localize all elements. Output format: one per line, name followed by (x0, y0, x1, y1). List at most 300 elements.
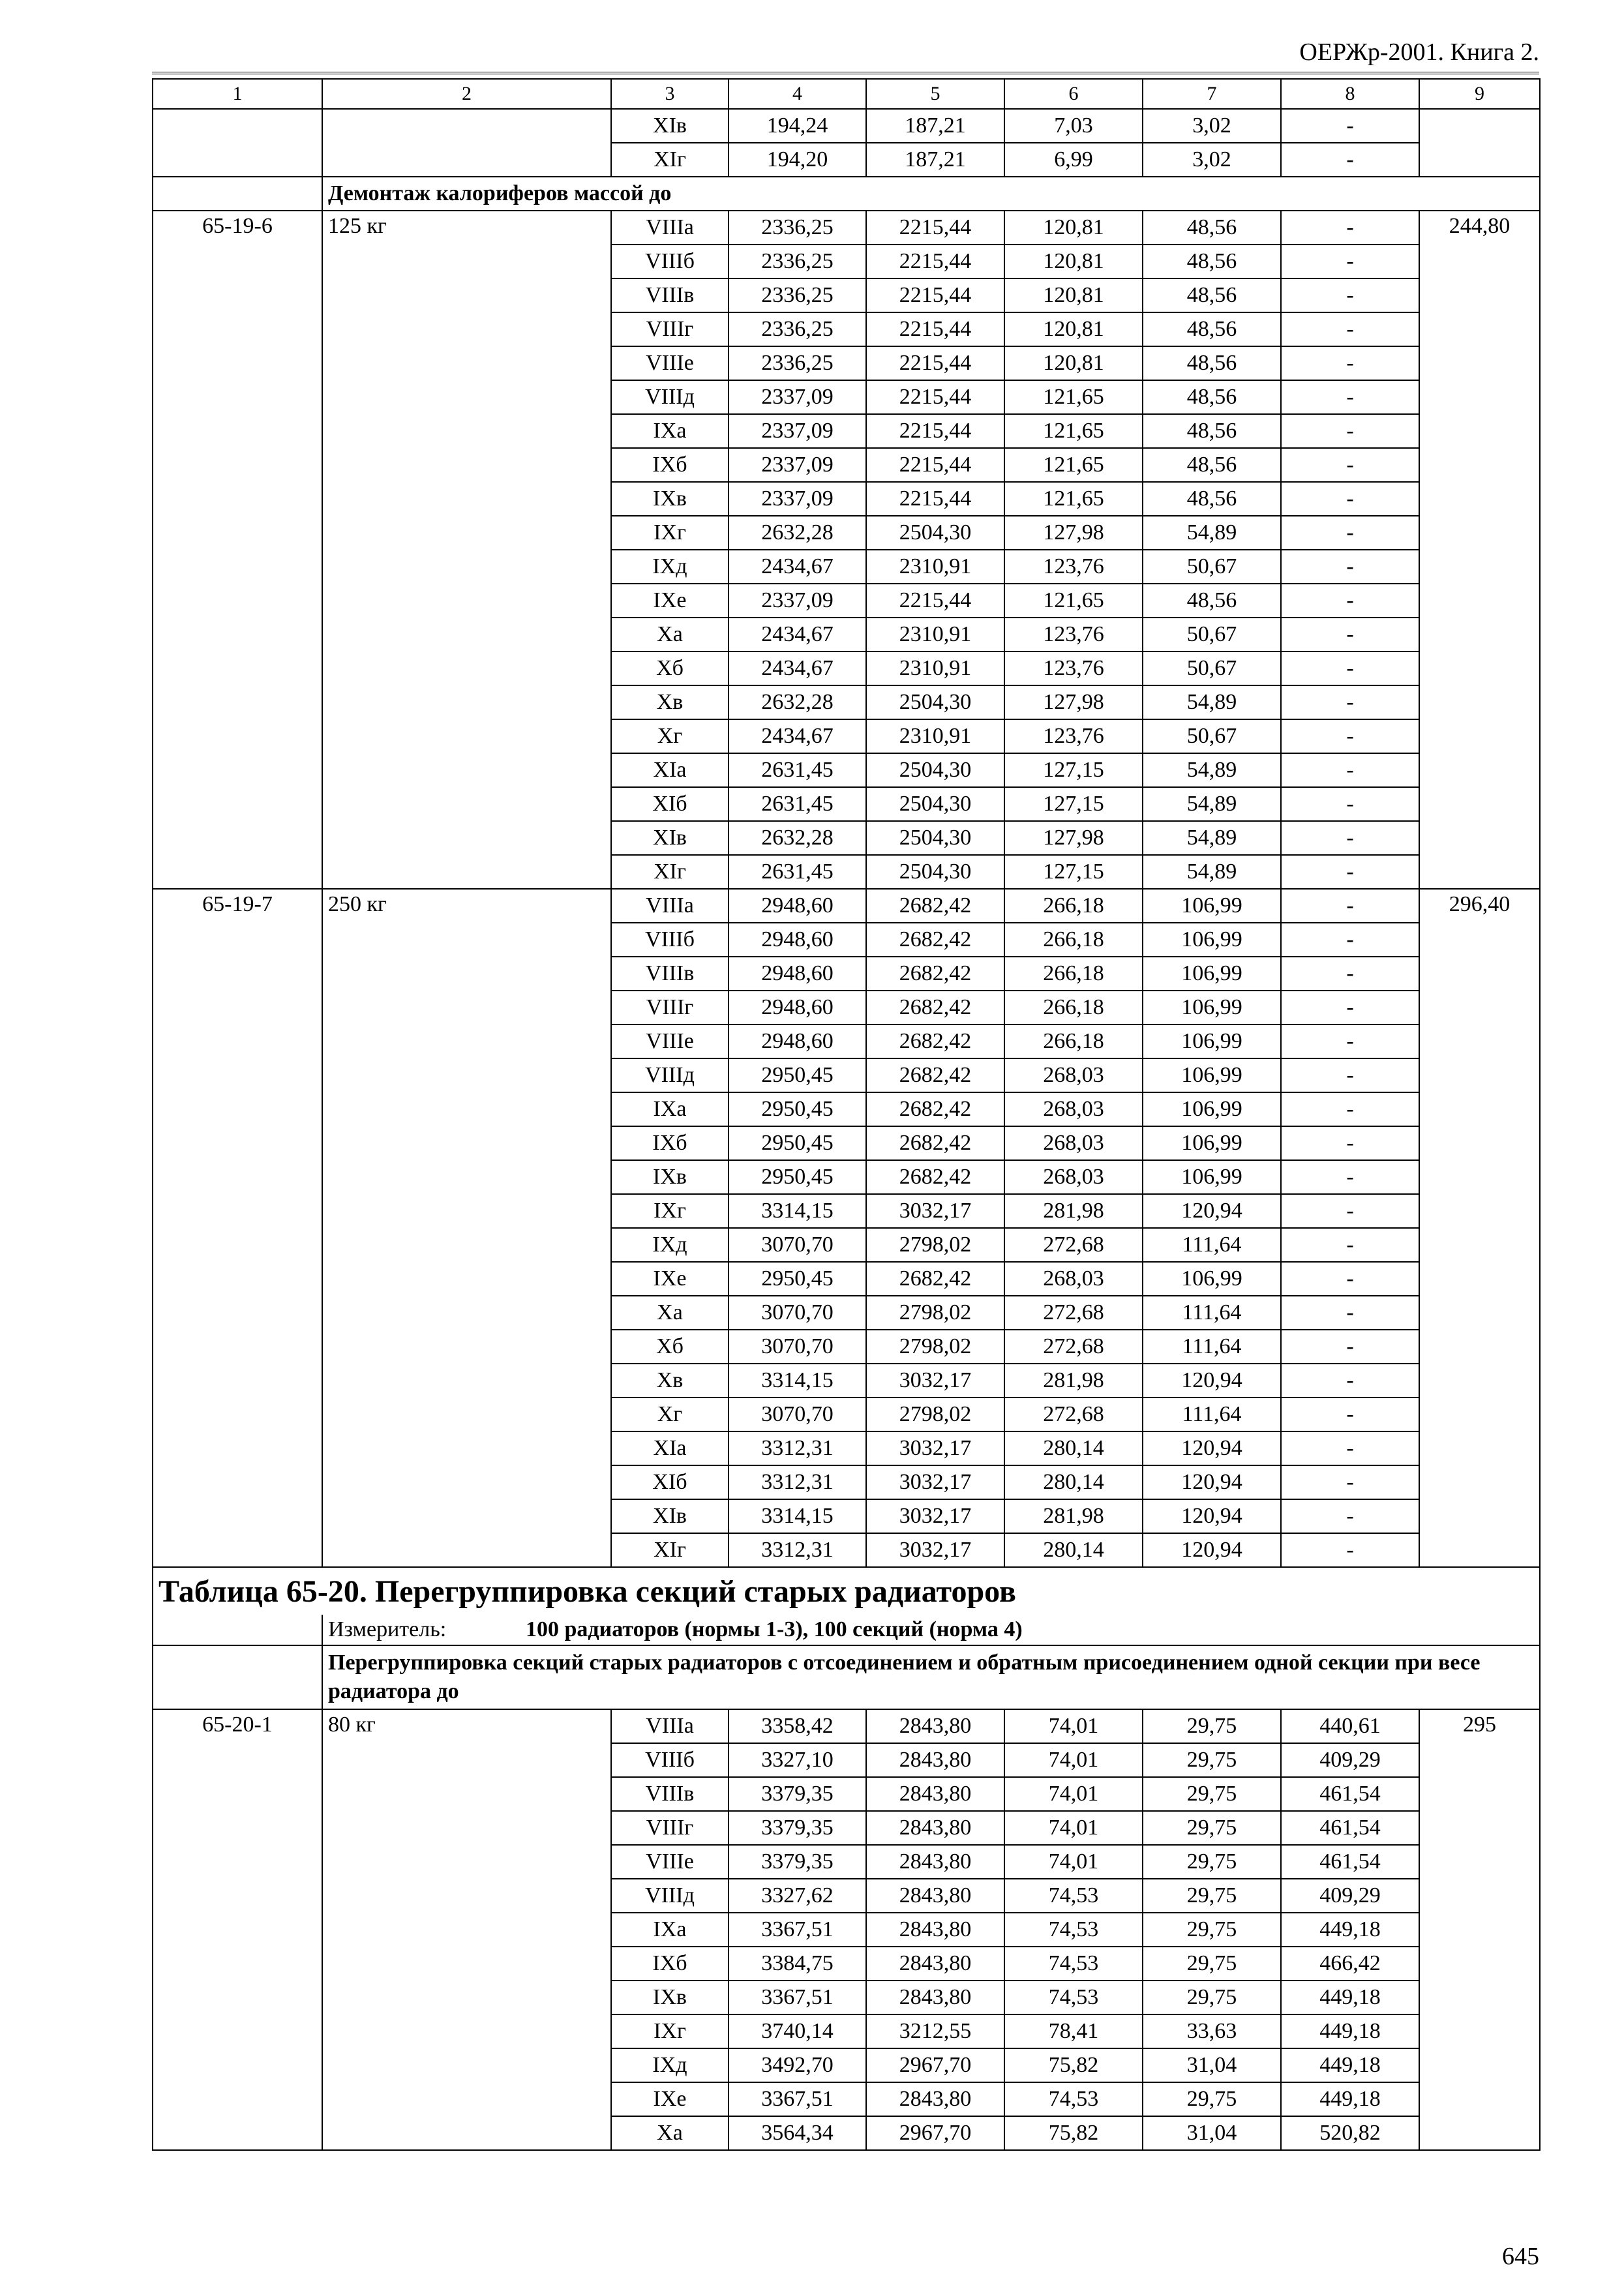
material-cost-cell: 461,54 (1281, 1845, 1419, 1879)
section-title-row (153, 1645, 1540, 1709)
zone-cell: IXв (611, 482, 729, 516)
material-cost-cell: - (1281, 1160, 1419, 1194)
machine-cost-cell: 266,18 (1004, 923, 1143, 957)
zone-cell: IXа (611, 1913, 729, 1947)
material-cost-cell: - (1281, 753, 1419, 787)
zone-cell: IXе (611, 584, 729, 618)
labor-cost-cell: 3032,17 (866, 1499, 1004, 1533)
labor-cost-cell: 2215,44 (866, 380, 1004, 414)
material-cost-cell: - (1281, 1364, 1419, 1398)
material-cost-cell: - (1281, 1533, 1419, 1567)
machine-cost-cell: 120,81 (1004, 346, 1143, 380)
zone-cell: VIIIв (611, 957, 729, 991)
operator-wage-cell: 3,02 (1143, 143, 1281, 177)
zone-cell: VIIIг (611, 1811, 729, 1845)
machine-cost-cell: 121,65 (1004, 482, 1143, 516)
machine-cost-cell: 121,65 (1004, 584, 1143, 618)
column-number-cell: 8 (1281, 79, 1419, 109)
machine-cost-cell: 78,41 (1004, 2014, 1143, 2048)
labor-cost-cell: 2215,44 (866, 245, 1004, 278)
labor-cost-cell: 2215,44 (866, 278, 1004, 312)
zone-cell: IXб (611, 1126, 729, 1160)
machine-cost-cell: 127,98 (1004, 821, 1143, 855)
direct-cost-cell: 3367,51 (729, 1981, 866, 2014)
zone-cell: IXе (611, 1262, 729, 1296)
zone-cell: IXа (611, 414, 729, 448)
direct-cost-cell: 2337,09 (729, 482, 866, 516)
labor-cost-cell: 2843,80 (866, 1981, 1004, 2014)
labor-cost-cell: 2215,44 (866, 346, 1004, 380)
labor-cost-cell: 2843,80 (866, 1709, 1004, 1743)
direct-cost-cell: 3384,75 (729, 1947, 866, 1981)
operator-wage-cell: 120,94 (1143, 1465, 1281, 1499)
material-cost-cell: 466,42 (1281, 1947, 1419, 1981)
direct-cost-cell: 3070,70 (729, 1296, 866, 1330)
machine-cost-cell: 268,03 (1004, 1160, 1143, 1194)
material-cost-cell: - (1281, 787, 1419, 821)
material-cost-cell: - (1281, 109, 1419, 143)
table-row (153, 1709, 1540, 1743)
subtitle-cell (322, 109, 611, 177)
material-cost-cell: 449,18 (1281, 2048, 1419, 2082)
material-cost-cell: - (1281, 245, 1419, 278)
direct-cost-cell: 2632,28 (729, 821, 866, 855)
operator-wage-cell: 120,94 (1143, 1533, 1281, 1567)
material-cost-cell: - (1281, 1398, 1419, 1431)
material-cost-cell: - (1281, 855, 1419, 889)
zone-cell: VIIIб (611, 245, 729, 278)
labor-cost-cell: 3032,17 (866, 1465, 1004, 1499)
operator-wage-cell: 120,94 (1143, 1499, 1281, 1533)
operator-wage-cell: 106,99 (1143, 957, 1281, 991)
column-number-row (153, 79, 1540, 109)
zone-cell: VIIIа (611, 1709, 729, 1743)
labor-cost-cell: 2504,30 (866, 787, 1004, 821)
labor-cost-cell: 2843,80 (866, 1913, 1004, 1947)
operator-wage-cell: 29,75 (1143, 1709, 1281, 1743)
operator-wage-cell: 29,75 (1143, 1845, 1281, 1879)
operator-wage-cell: 120,94 (1143, 1194, 1281, 1228)
zone-cell: IXг (611, 1194, 729, 1228)
labor-cost-cell: 2682,42 (866, 1160, 1004, 1194)
operator-wage-cell: 54,89 (1143, 787, 1281, 821)
zone-cell: Xа (611, 618, 729, 651)
zone-cell: IXг (611, 516, 729, 550)
direct-cost-cell: 2950,45 (729, 1092, 866, 1126)
operator-wage-cell: 106,99 (1143, 1262, 1281, 1296)
material-cost-cell: - (1281, 143, 1419, 177)
labor-cost-cell: 2504,30 (866, 516, 1004, 550)
operator-wage-cell: 50,67 (1143, 550, 1281, 584)
zone-cell: Xв (611, 1364, 729, 1398)
labor-cost-cell: 2504,30 (866, 855, 1004, 889)
machine-cost-cell: 74,53 (1004, 1913, 1143, 1947)
zone-cell: VIIIд (611, 1058, 729, 1092)
zone-cell: Xб (611, 651, 729, 685)
material-cost-cell: - (1281, 923, 1419, 957)
zone-cell: IXг (611, 2014, 729, 2048)
material-cost-cell: - (1281, 1330, 1419, 1364)
labor-cost-cell: 2682,42 (866, 923, 1004, 957)
machine-cost-cell: 281,98 (1004, 1194, 1143, 1228)
table-row (153, 109, 1540, 143)
operator-wage-cell: 106,99 (1143, 1058, 1281, 1092)
direct-cost-cell: 2434,67 (729, 550, 866, 584)
zone-cell: VIIIв (611, 1777, 729, 1811)
zone-cell: Xа (611, 1296, 729, 1330)
machine-cost-cell: 280,14 (1004, 1431, 1143, 1465)
norm-code-cell: 65-20-1 (153, 1709, 322, 2150)
blank-cell (153, 1645, 322, 1709)
operator-wage-cell: 31,04 (1143, 2116, 1281, 2150)
direct-cost-cell: 3314,15 (729, 1499, 866, 1533)
direct-cost-cell: 3327,62 (729, 1879, 866, 1913)
measure-row (153, 1615, 1540, 1645)
operator-wage-cell: 29,75 (1143, 1913, 1281, 1947)
zone-cell: XIб (611, 787, 729, 821)
direct-cost-cell: 3492,70 (729, 2048, 866, 2082)
section-title: Демонтаж калориферов массой до (322, 177, 1540, 211)
direct-cost-cell: 194,20 (729, 143, 866, 177)
measure-label: Измеритель: (328, 1617, 447, 1641)
direct-cost-cell: 3740,14 (729, 2014, 866, 2048)
measure-value: 100 радиаторов (нормы 1-3), 100 секций (норма 4) (526, 1617, 1023, 1641)
machine-cost-cell: 120,81 (1004, 312, 1143, 346)
direct-cost-cell: 3358,42 (729, 1709, 866, 1743)
direct-cost-cell: 2632,28 (729, 685, 866, 719)
machine-cost-cell: 123,76 (1004, 618, 1143, 651)
direct-cost-cell: 3379,35 (729, 1845, 866, 1879)
labor-cost-cell: 2967,70 (866, 2048, 1004, 2082)
machine-cost-cell: 74,01 (1004, 1777, 1143, 1811)
direct-cost-cell: 3312,31 (729, 1431, 866, 1465)
direct-cost-cell: 2950,45 (729, 1262, 866, 1296)
code-cell (153, 109, 322, 177)
material-cost-cell: - (1281, 1126, 1419, 1160)
weight-cell (1419, 109, 1540, 177)
operator-wage-cell: 106,99 (1143, 1160, 1281, 1194)
operator-wage-cell: 3,02 (1143, 109, 1281, 143)
column-number-cell: 6 (1004, 79, 1143, 109)
operator-wage-cell: 48,56 (1143, 278, 1281, 312)
operator-wage-cell: 111,64 (1143, 1398, 1281, 1431)
page-number: 645 (1502, 2243, 1539, 2270)
zone-cell: IXб (611, 448, 729, 482)
direct-cost-cell: 2336,25 (729, 312, 866, 346)
direct-cost-cell: 3312,31 (729, 1465, 866, 1499)
material-cost-cell: - (1281, 346, 1419, 380)
operator-wage-cell: 54,89 (1143, 855, 1281, 889)
operator-wage-cell: 106,99 (1143, 923, 1281, 957)
machine-cost-cell: 266,18 (1004, 991, 1143, 1025)
material-cost-cell: - (1281, 448, 1419, 482)
operator-wage-cell: 29,75 (1143, 1879, 1281, 1913)
machine-cost-cell: 74,53 (1004, 1879, 1143, 1913)
direct-cost-cell: 2950,45 (729, 1058, 866, 1092)
operator-wage-cell: 120,94 (1143, 1364, 1281, 1398)
table-row (153, 889, 1540, 923)
operator-wage-cell: 48,56 (1143, 346, 1281, 380)
operator-wage-cell: 48,56 (1143, 312, 1281, 346)
norm-code-cell: 65-19-7 (153, 889, 322, 1567)
machine-cost-cell: 127,98 (1004, 516, 1143, 550)
zone-cell: VIIIд (611, 380, 729, 414)
operator-wage-cell: 29,75 (1143, 1743, 1281, 1777)
labor-cost-cell: 2310,91 (866, 618, 1004, 651)
direct-cost-cell: 2434,67 (729, 719, 866, 753)
norm-subtitle-cell: 250 кг (322, 889, 611, 1567)
operator-wage-cell: 48,56 (1143, 380, 1281, 414)
labor-cost-cell: 187,21 (866, 143, 1004, 177)
header-rule (152, 72, 1539, 74)
operator-wage-cell: 106,99 (1143, 1092, 1281, 1126)
zone-cell: VIIIб (611, 1743, 729, 1777)
labor-cost-cell: 2843,80 (866, 1879, 1004, 1913)
column-number-cell: 4 (729, 79, 866, 109)
operator-wage-cell: 48,56 (1143, 211, 1281, 245)
direct-cost-cell: 3070,70 (729, 1330, 866, 1364)
rates-table (152, 78, 1541, 2151)
direct-cost-cell: 2948,60 (729, 991, 866, 1025)
labor-cost-cell: 2798,02 (866, 1228, 1004, 1262)
direct-cost-cell: 2337,09 (729, 584, 866, 618)
labor-cost-cell: 2843,80 (866, 1845, 1004, 1879)
material-cost-cell: - (1281, 1431, 1419, 1465)
labor-cost-cell: 2682,42 (866, 1092, 1004, 1126)
operator-wage-cell: 50,67 (1143, 651, 1281, 685)
labor-cost-cell: 2682,42 (866, 1025, 1004, 1058)
zone-cell: IXд (611, 550, 729, 584)
machine-cost-cell: 74,01 (1004, 1743, 1143, 1777)
material-cost-cell: 409,29 (1281, 1743, 1419, 1777)
column-number-cell: 3 (611, 79, 729, 109)
material-cost-cell: - (1281, 516, 1419, 550)
material-cost-cell: - (1281, 211, 1419, 245)
operator-wage-cell: 106,99 (1143, 889, 1281, 923)
column-number-cell: 9 (1419, 79, 1540, 109)
machine-cost-cell: 272,68 (1004, 1228, 1143, 1262)
direct-cost-cell: 3312,31 (729, 1533, 866, 1567)
labor-cost-cell: 2798,02 (866, 1296, 1004, 1330)
machine-cost-cell: 7,03 (1004, 109, 1143, 143)
direct-cost-cell: 3327,10 (729, 1743, 866, 1777)
zone-cell: XIв (611, 109, 729, 143)
material-cost-cell: - (1281, 991, 1419, 1025)
norm-code-cell: 65-19-6 (153, 211, 322, 889)
direct-cost-cell: 3379,35 (729, 1811, 866, 1845)
machine-cost-cell: 281,98 (1004, 1499, 1143, 1533)
direct-cost-cell: 3367,51 (729, 2082, 866, 2116)
column-number-cell: 1 (153, 79, 322, 109)
machine-cost-cell: 266,18 (1004, 889, 1143, 923)
labor-cost-cell: 187,21 (866, 109, 1004, 143)
direct-cost-cell: 2336,25 (729, 211, 866, 245)
operator-wage-cell: 33,63 (1143, 2014, 1281, 2048)
zone-cell: IXе (611, 2082, 729, 2116)
zone-cell: Xв (611, 685, 729, 719)
labor-cost-cell: 2504,30 (866, 753, 1004, 787)
direct-cost-cell: 2336,25 (729, 346, 866, 380)
direct-cost-cell: 194,24 (729, 109, 866, 143)
machine-cost-cell: 75,82 (1004, 2048, 1143, 2082)
machine-cost-cell: 121,65 (1004, 448, 1143, 482)
zone-cell: VIIIе (611, 346, 729, 380)
material-cost-cell: - (1281, 1092, 1419, 1126)
norm-subtitle-cell: 80 кг (322, 1709, 611, 2150)
operator-wage-cell: 54,89 (1143, 821, 1281, 855)
zone-cell: VIIIв (611, 278, 729, 312)
machine-cost-cell: 121,65 (1004, 414, 1143, 448)
operator-wage-cell: 54,89 (1143, 685, 1281, 719)
section-title-row (153, 177, 1540, 211)
operator-wage-cell: 48,56 (1143, 584, 1281, 618)
zone-cell: IXб (611, 1947, 729, 1981)
labor-cost-cell: 2798,02 (866, 1398, 1004, 1431)
section-title: Перегруппировка секций старых радиаторов с отсоединением и обратным присоединением одной секции при весе радиатора до (322, 1645, 1540, 1709)
labor-cost-cell: 2682,42 (866, 1262, 1004, 1296)
zone-cell: XIг (611, 1533, 729, 1567)
labor-cost-cell: 2215,44 (866, 448, 1004, 482)
machine-cost-cell: 127,15 (1004, 787, 1143, 821)
operator-wage-cell: 111,64 (1143, 1296, 1281, 1330)
norm-subtitle-cell: 125 кг (322, 211, 611, 889)
zone-cell: XIв (611, 821, 729, 855)
zone-cell: VIIIг (611, 991, 729, 1025)
labor-cost-cell: 2682,42 (866, 1058, 1004, 1092)
material-cost-cell: 449,18 (1281, 2082, 1419, 2116)
operator-wage-cell: 48,56 (1143, 448, 1281, 482)
operator-wage-cell: 29,75 (1143, 1811, 1281, 1845)
machine-cost-cell: 123,76 (1004, 651, 1143, 685)
material-cost-cell: - (1281, 1262, 1419, 1296)
zone-cell: XIа (611, 753, 729, 787)
direct-cost-cell: 2950,45 (729, 1160, 866, 1194)
direct-cost-cell: 3367,51 (729, 1913, 866, 1947)
column-number-cell: 7 (1143, 79, 1281, 109)
machine-cost-cell: 75,82 (1004, 2116, 1143, 2150)
machine-cost-cell: 272,68 (1004, 1296, 1143, 1330)
direct-cost-cell: 2337,09 (729, 414, 866, 448)
machine-cost-cell: 281,98 (1004, 1364, 1143, 1398)
operator-wage-cell: 29,75 (1143, 1777, 1281, 1811)
zone-cell: VIIIб (611, 923, 729, 957)
material-cost-cell: - (1281, 889, 1419, 923)
machine-cost-cell: 123,76 (1004, 719, 1143, 753)
labor-cost-cell: 2843,80 (866, 1743, 1004, 1777)
machine-cost-cell: 280,14 (1004, 1465, 1143, 1499)
machine-cost-cell: 74,01 (1004, 1709, 1143, 1743)
labor-cost-cell: 2843,80 (866, 1947, 1004, 1981)
operator-wage-cell: 111,64 (1143, 1228, 1281, 1262)
material-cost-cell: - (1281, 651, 1419, 685)
labor-cost-cell: 2215,44 (866, 414, 1004, 448)
direct-cost-cell: 2948,60 (729, 957, 866, 991)
material-cost-cell: 461,54 (1281, 1777, 1419, 1811)
material-cost-cell: - (1281, 414, 1419, 448)
material-cost-cell: 520,82 (1281, 2116, 1419, 2150)
machine-cost-cell: 272,68 (1004, 1398, 1143, 1431)
direct-cost-cell: 2336,25 (729, 245, 866, 278)
zone-cell: IXд (611, 2048, 729, 2082)
operator-wage-cell: 54,89 (1143, 516, 1281, 550)
material-cost-cell: 449,18 (1281, 1913, 1419, 1947)
machine-cost-cell: 280,14 (1004, 1533, 1143, 1567)
direct-cost-cell: 3379,35 (729, 1777, 866, 1811)
machine-cost-cell: 266,18 (1004, 1025, 1143, 1058)
material-cost-cell: - (1281, 1296, 1419, 1330)
table-title: Таблица 65-20. Перегруппировка секций старых радиаторов (153, 1567, 1540, 1615)
labor-cost-cell: 2504,30 (866, 685, 1004, 719)
zone-cell: VIIIа (611, 889, 729, 923)
machine-cost-cell: 74,53 (1004, 1981, 1143, 2014)
labor-cost-cell: 2682,42 (866, 957, 1004, 991)
zone-cell: VIIIг (611, 312, 729, 346)
material-cost-cell: 409,29 (1281, 1879, 1419, 1913)
machine-cost-cell: 268,03 (1004, 1058, 1143, 1092)
direct-cost-cell: 3070,70 (729, 1398, 866, 1431)
operator-wage-cell: 120,94 (1143, 1431, 1281, 1465)
labor-cost-cell: 2215,44 (866, 211, 1004, 245)
material-cost-cell: - (1281, 1058, 1419, 1092)
column-number-cell: 2 (322, 79, 611, 109)
machine-cost-cell: 272,68 (1004, 1330, 1143, 1364)
direct-cost-cell: 2337,09 (729, 380, 866, 414)
material-cost-cell: - (1281, 685, 1419, 719)
direct-cost-cell: 2948,60 (729, 923, 866, 957)
labor-cost-cell: 3032,17 (866, 1431, 1004, 1465)
labor-cost-cell: 2843,80 (866, 1811, 1004, 1845)
machine-cost-cell: 6,99 (1004, 143, 1143, 177)
material-cost-cell: 449,18 (1281, 2014, 1419, 2048)
blank-cell (153, 177, 322, 211)
material-cost-cell: - (1281, 1228, 1419, 1262)
zone-cell: XIг (611, 855, 729, 889)
material-cost-cell: 440,61 (1281, 1709, 1419, 1743)
material-cost-cell: - (1281, 1465, 1419, 1499)
labor-cost-cell: 2215,44 (866, 312, 1004, 346)
zone-cell: Xб (611, 1330, 729, 1364)
operator-wage-cell: 48,56 (1143, 245, 1281, 278)
weight-cell: 244,80 (1419, 211, 1540, 889)
material-cost-cell: - (1281, 618, 1419, 651)
zone-cell: Xг (611, 1398, 729, 1431)
material-cost-cell: - (1281, 821, 1419, 855)
zone-cell: IXв (611, 1981, 729, 2014)
machine-cost-cell: 74,01 (1004, 1845, 1143, 1879)
page-header: ОЕРЖр-2001. Книга 2. (1299, 38, 1539, 66)
column-number-cell: 5 (866, 79, 1004, 109)
blank-cell (153, 1615, 322, 1645)
operator-wage-cell: 29,75 (1143, 1981, 1281, 2014)
material-cost-cell: 461,54 (1281, 1811, 1419, 1845)
material-cost-cell: 449,18 (1281, 1981, 1419, 2014)
labor-cost-cell: 2215,44 (866, 584, 1004, 618)
direct-cost-cell: 2631,45 (729, 753, 866, 787)
table-row (153, 211, 1540, 245)
direct-cost-cell: 2948,60 (729, 889, 866, 923)
operator-wage-cell: 50,67 (1143, 719, 1281, 753)
labor-cost-cell: 2310,91 (866, 651, 1004, 685)
direct-cost-cell: 2337,09 (729, 448, 866, 482)
labor-cost-cell: 2504,30 (866, 821, 1004, 855)
weight-cell: 296,40 (1419, 889, 1540, 1567)
zone-cell: VIIIе (611, 1025, 729, 1058)
labor-cost-cell: 2682,42 (866, 889, 1004, 923)
machine-cost-cell: 74,53 (1004, 1947, 1143, 1981)
operator-wage-cell: 50,67 (1143, 618, 1281, 651)
labor-cost-cell: 3032,17 (866, 1364, 1004, 1398)
labor-cost-cell: 2310,91 (866, 719, 1004, 753)
